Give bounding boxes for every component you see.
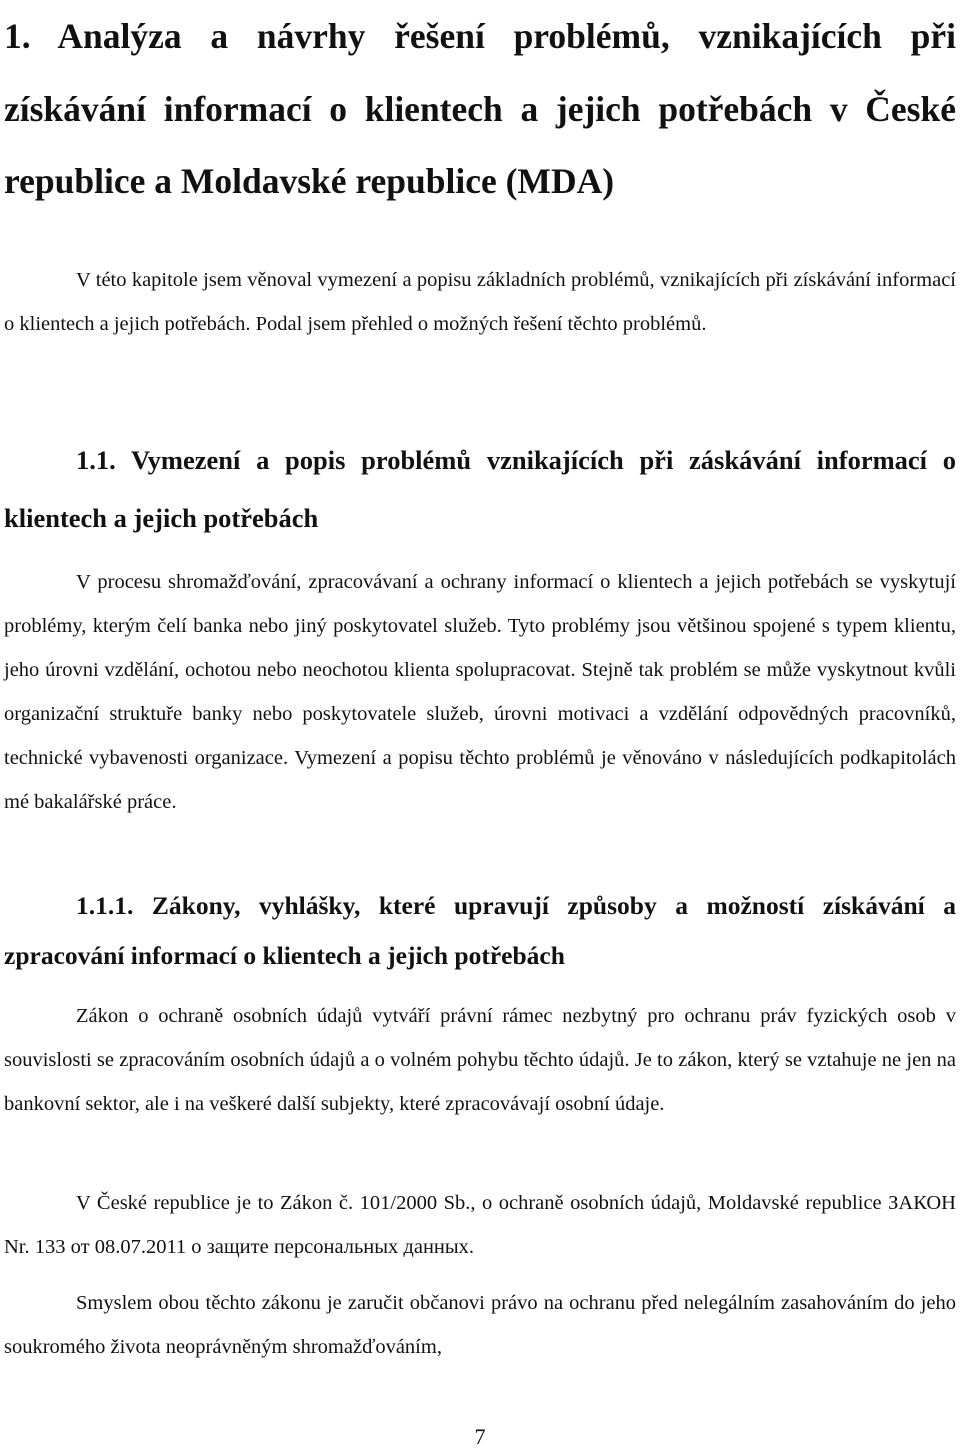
law-paragraph: Zákon o ochraně osobních údajů vytváří právní rámec nezbytný pro ochranu práv fyzických osob v souvislosti se zpracováním osobních údajů a o volném pohybu těchto údajů. Je to zákon, který se vztahuje ne jen na bankovní sektor, ale i na veškeré další subjekty, které zpracovávají osobní údaje. [4,1005,956,1115]
section-heading: 1.1. Vymezení a popis problémů vznikajících při záskávání informací o klientech a jejich potřebách [4,445,956,533]
subsection-heading: 1.1.1. Zákony, vyhlášky, které upravují způsoby a možností získávání a zpracování informací o klientech a jejich potřebách [4,891,956,970]
section-paragraph: V procesu shromažďování, zpracovávaní a ochrany informací o klientech a jejich potřebách se vyskytují problémy, kterým čelí banka nebo jiný poskytovatel služeb. Tyto problémy jsou většinou spojené s typem klientu, jeho úrovni vzdělání, ochotou nebo neochotou klienta spolupracovat. Stejně tak problém se může vyskytnout kvůli organizační struktuře banky nebo poskytovatele služeb, úrovni motivaci a vzdělání odpovědných pracovníků, technické vybavenosti organizace. Vymezení a popisu těchto problémů je věnováno v následujících podkapitolách mé bakalářské práce. [4,571,956,813]
purpose-paragraph: Smyslem obou těchto zákonu je zaručit občanovi právo na ochranu před nelegálním zasahováním do jeho soukromého života neoprávněným shromažďováním, [4,1292,956,1358]
page-number: 7 [474,1424,486,1449]
law-reference-paragraph: V České republice je to Zákon č. 101/2000 Sb., o ochraně osobních údajů, Moldavské republice ЗАКОН Nr. 133 от 08.07.2011 о защите персональных данных. [4,1192,956,1258]
intro-paragraph: V této kapitole jsem věnoval vymezení a popisu základních problémů, vznikajících při získávání informací o klientech a jejich potřebách. Podal jsem přehled o možných řešení těchto problémů. [4,269,956,335]
chapter-heading: 1. Analýza a návrhy řešení problémů, vznikajících při získávání informací o klientech a jejich potřebách v České republice a Moldavské republice (MDA) [4,16,956,201]
